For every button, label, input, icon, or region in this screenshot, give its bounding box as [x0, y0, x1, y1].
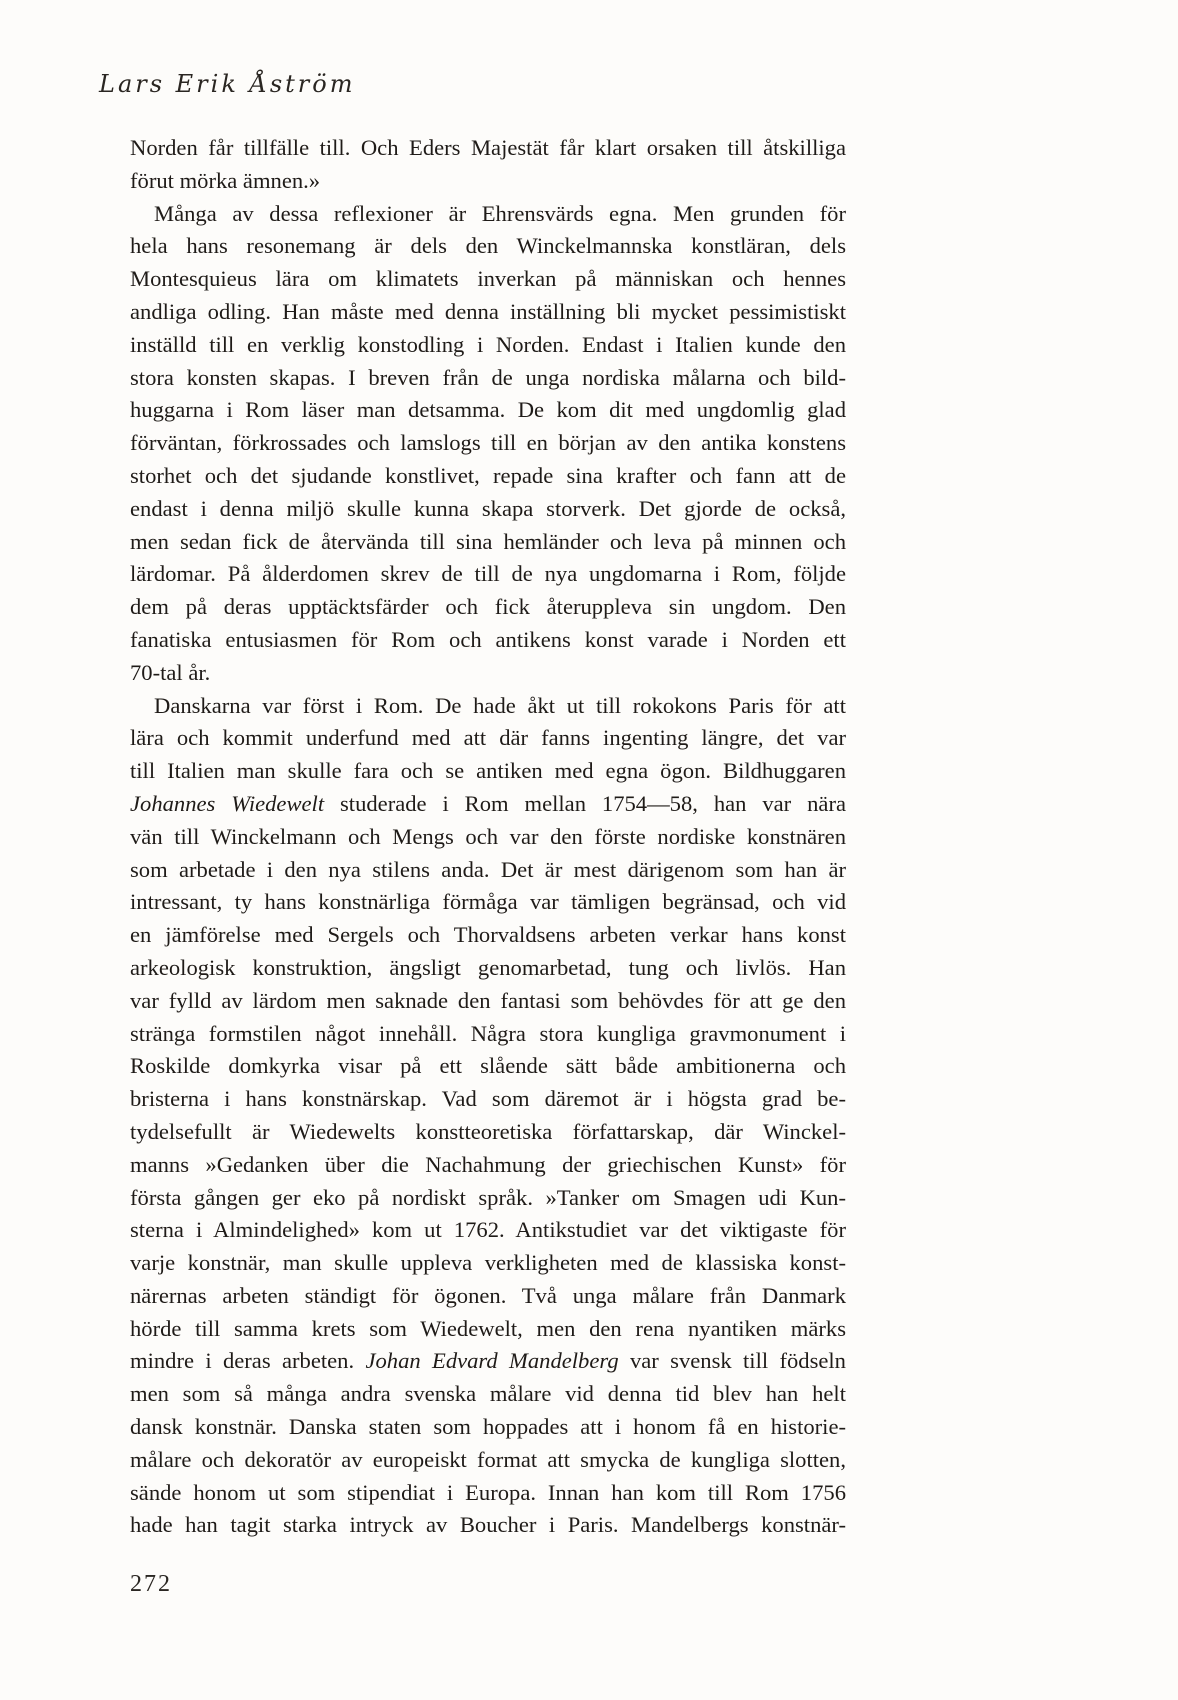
text-line-content: Många av dessa reflexioner är Ehrensvärds egna. Men grunden för	[154, 200, 846, 226]
text-line: förut mörka ämnen.»	[130, 167, 321, 193]
text-line: lärdomar. På ålderdomen skrev de till de nya ungdomarna i Rom, följde	[130, 561, 846, 587]
text-line: till Italien man skulle fara och se antiken med egna ögon. Bildhuggaren	[130, 758, 846, 784]
text-line: som arbetade i den nya stilens anda. Det är mest därigenom som han är	[130, 856, 846, 882]
text-line: inställd till en verklig konstodling i Norden. Endast i Italien kunde den	[130, 331, 846, 357]
text-line: målare och dekoratör av europeiskt format att smycka de kungliga slotten,	[130, 1446, 846, 1472]
text-line: var fylld av lärdom men saknade den fantasi som behövdes för att ge den	[130, 987, 846, 1013]
text-line: men som så många andra svenska målare vid denna tid blev han helt	[130, 1381, 846, 1407]
text-line: storhet och det sjudande konstlivet, repade sina krafter och fann att de	[130, 462, 846, 488]
running-head-author: Lars Erik Åström	[99, 70, 356, 98]
text-line	[130, 198, 846, 231]
text-line: närernas arbeten ständigt för ögonen. Två unga målare från Danmark	[130, 1282, 846, 1308]
text-line: hela hans resonemang är dels den Winckelmannska konstläran, dels	[130, 233, 846, 259]
artist-name-wiedewelt: Johannes Wiedewelt	[130, 790, 325, 816]
text-line: fanatiska entusiasmen för Rom och antikens konst varade i Norden ett	[130, 626, 846, 652]
text-line: dem på deras upptäcktsfärder och fick återuppleva sin ungdom. Den	[130, 594, 846, 620]
text-line: vän till Winckelmann och Mengs och var den förste nordiske konstnären	[130, 823, 846, 849]
text-line: lära och kommit underfund med att där fanns ingenting längre, det var	[130, 725, 846, 751]
artist-name-mandelberg: Johan Edvard Mandelberg	[365, 1348, 619, 1374]
text-line-content: studerade i Rom mellan 1754—58, han var nära	[340, 790, 846, 816]
text-line: Norden får tillfälle till. Och Eders Majestät får klart orsaken till åtskilliga	[130, 135, 846, 160]
text-line: varje konstnär, man skulle uppleva verkligheten med de klassiska konst-	[130, 1250, 846, 1276]
text-line: hörde till samma krets som Wiedewelt, men den rena nyantiken märks	[130, 1315, 846, 1341]
text-line: sände honom ut som stipendiat i Europa. Innan han kom till Rom 1756	[130, 1479, 846, 1505]
text-line: intressant, ty hans konstnärliga förmåga var tämligen begränsad, och vid	[130, 889, 846, 915]
text-line: förväntan, förkrossades och lamslogs till en början av den antika konstens	[130, 430, 846, 456]
text-line: Montesquieus lära om klimatets inverkan på människan och hennes	[130, 266, 846, 292]
text-line: sterna i Almindelighed» kom ut 1762. Antikstudiet var det viktigaste för	[130, 1217, 846, 1243]
text-line-content: var svensk till födseln	[629, 1348, 846, 1374]
text-line: men sedan fick de återvända till sina hemländer och leva på minnen och	[130, 528, 846, 554]
body-text	[130, 132, 846, 1542]
text-line: stränga formstilen något innehåll. Några stora kungliga gravmonument i	[130, 1020, 846, 1046]
text-line: huggarna i Rom läser man detsamma. De kom dit med ungdomlig glad	[130, 397, 846, 423]
text-line-content: Danskarna var först i Rom. De hade åkt ut till rokokons Paris för att	[154, 692, 846, 718]
text-line: första gången ger eko på nordiskt språk. »Tanker om Smagen udi Kun-	[130, 1184, 846, 1210]
text-line: en jämförelse med Sergels och Thorvaldsens arbeten verkar hans konst	[130, 922, 846, 948]
text-line: tydelsefullt är Wiedewelts konstteoretiska författarskap, där Winckel-	[130, 1118, 846, 1144]
page-number: 272	[130, 1571, 172, 1597]
text-line: manns »Gedanken über die Nachahmung der griechischen Kunst» för	[130, 1151, 846, 1177]
text-line: 70-tal år.	[130, 659, 211, 685]
text-line: endast i denna miljö skulle kunna skapa storverk. Det gjorde de också,	[130, 495, 846, 521]
text-line: dansk konstnär. Danska staten som hoppades att i honom få en historie-	[130, 1414, 846, 1440]
text-line: stora konsten skapas. I breven från de unga nordiska målarna och bild-	[130, 364, 846, 390]
text-line: Roskilde domkyrka visar på ett slående sätt både ambitionerna och	[130, 1053, 846, 1079]
text-line	[130, 690, 846, 723]
text-line	[130, 788, 846, 821]
text-line: bristerna i hans konstnärskap. Vad som däremot är i högsta grad be-	[130, 1086, 846, 1112]
text-line-content: mindre i deras arbeten.	[130, 1348, 355, 1374]
text-line: andliga odling. Han måste med denna inställning bli mycket pessimistiskt	[130, 298, 846, 324]
text-line	[130, 1345, 846, 1378]
text-line: arkeologisk konstruktion, ängsligt genomarbetad, tung och livlös. Han	[130, 954, 846, 980]
text-line: hade han tagit starka intryck av Boucher i Paris. Mandelbergs konstnär-	[130, 1512, 846, 1538]
